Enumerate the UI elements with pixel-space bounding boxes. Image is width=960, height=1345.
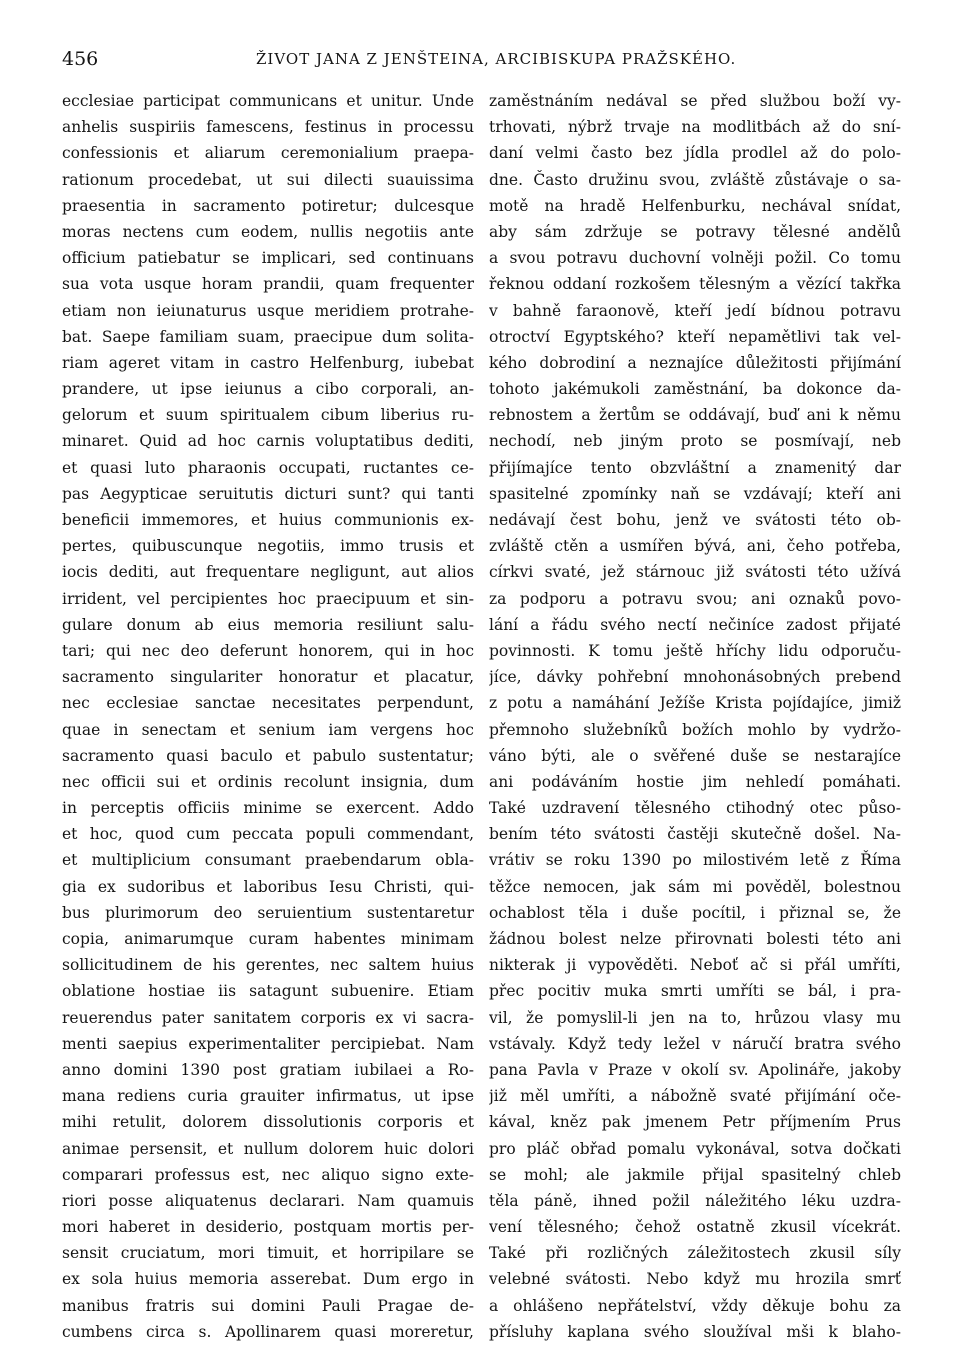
czech-text-line: povinnosti. K tomu ještě hříchy lidu odporuču- bbox=[489, 641, 901, 660]
latin-text-line: iocis dediti, aut frequentare negligunt, aut alios bbox=[62, 563, 474, 582]
latin-text-line: anno domini 1390 post gratiam iubilaei a Ro- bbox=[62, 1060, 474, 1079]
czech-text-line: nedávají čest bohu, jenž ve svátosti této ob- bbox=[489, 511, 901, 529]
czech-text-line: daní velmi často bez jídla prodlel až do polo- bbox=[489, 144, 901, 163]
czech-text-line: se mohl; ale jakmile přijal spasitelný chleb bbox=[489, 1165, 901, 1184]
czech-text-line: váno býti, ale o svěřené duše se nestarajíce bbox=[489, 746, 901, 765]
latin-text-line: cumbens circa s. Apollinarem quasi moreretur, bbox=[62, 1322, 474, 1341]
latin-text-line: moras nectens cum eodem, nullis negotiis ante bbox=[62, 222, 474, 241]
latin-text-line: oblatione hostiae iis satagunt subuenire. Etiam bbox=[62, 982, 474, 1001]
czech-text-line: lání a řádu svého nectí nečiníce zadost přijaté bbox=[489, 615, 901, 634]
czech-text-line: velebné svátosti. Nebo když mu hrozila smrť bbox=[489, 1270, 901, 1289]
czech-text-line: a ohlášeno nepřátelství, vždy děkuje bohu za bbox=[489, 1296, 901, 1315]
czech-text-line: aby sám zdržuje se potravy tělesné andělů bbox=[489, 222, 901, 241]
czech-text-line: přísluhy kaplana svého sloužíval mši k blaho- bbox=[489, 1322, 901, 1341]
czech-text-line: za podporu a potravu svou; ani oznaků povo- bbox=[489, 589, 901, 608]
latin-text-line: nec officii sui et ordinis recolunt insignia, dum bbox=[62, 772, 474, 791]
latin-text-line: riam ageret vitam in castro Helfenburg, iubebat bbox=[62, 353, 474, 372]
latin-text-line: minaret. Quid ad hoc carnis voluptatibus dediti, bbox=[62, 432, 474, 451]
czech-text-line: spasitelné zpomínky naň se vzdávají; kteří ani bbox=[489, 484, 901, 503]
czech-text-line: ochablost těla i duše pocítil, i přiznal se, že bbox=[489, 903, 901, 922]
running-title: ŽIVOT JANA Z JENŠTEINA, ARCIBISKUPA PRAŽSKÉHO. bbox=[256, 50, 737, 68]
czech-text-line: trhovati, nýbrž trvaje na modlitbách až do sní- bbox=[489, 118, 901, 137]
latin-text-line: nec ecclesiae sanctae necesitates perpendunt, bbox=[62, 694, 474, 713]
latin-text-line: sacramento singulariter honoratur et placatur, bbox=[62, 668, 474, 687]
latin-text-line: et quasi luto pharaonis occupati, ructantes ce- bbox=[62, 458, 474, 477]
latin-text-line: beneficii immemores, et huius communionis ex- bbox=[62, 511, 474, 529]
latin-text-line: ex sola huius memoria asserebat. Dum ergo in bbox=[62, 1270, 474, 1289]
latin-text-line: et hoc, quod cum peccata populi commendant, bbox=[62, 825, 474, 844]
latin-text-line: mana rediens curia grauiter infirmatus, ut ipse bbox=[62, 1087, 474, 1106]
czech-text-line: přijímajíce tento obzvláštní a znamenitý dar bbox=[489, 458, 901, 477]
latin-text-line: ecclesiae participat communicans et unitur. Unde bbox=[62, 92, 474, 110]
czech-text-line: již měl umříti, a nábožně svaté přijímání oče- bbox=[489, 1087, 901, 1106]
latin-text-line: sacramento quasi baculo et pabulo sustentatur; bbox=[62, 746, 474, 765]
czech-text-line: pana Pavla v Praze v okolí sv. Apolináře, jakoby bbox=[489, 1060, 901, 1079]
czech-text-line: přec pocitiv muka smrti umříti se bál, i pra- bbox=[489, 982, 901, 1001]
czech-text-line: přemnoho služebníků božích mohlo by vydržo- bbox=[489, 720, 901, 739]
latin-text-line: pertes, quibuscunque negotiis, immo trusis et bbox=[62, 537, 474, 556]
czech-text-line: církvi svaté, jež stárnouc již svátosti této užívá bbox=[489, 563, 901, 582]
latin-text-line: riori posse aliquatenus declarari. Nam quamuis bbox=[62, 1191, 474, 1210]
czech-text-line: otroctví Egyptského? kteří nepamětlivi tak vel- bbox=[489, 327, 901, 346]
latin-text-line: bat. Saepe familiam suam, praecipue dum solita- bbox=[62, 327, 474, 346]
czech-text-line: těla páně, ihned požil náležitého léku uzdra- bbox=[489, 1191, 901, 1210]
czech-text-line: ani podáváním hostie jim nehledí pomáhati. bbox=[489, 772, 901, 791]
latin-text-line: sensit cruciatum, mori timuit, et horripilare se bbox=[62, 1244, 474, 1263]
latin-text-line: mihi retulit, dolorem dissolutionis corporis et bbox=[62, 1113, 474, 1132]
latin-text-line: sollicitudinem de his gerentes, nec saltem huius bbox=[62, 956, 474, 975]
latin-text-line: tari; qui nec deo deferunt honorem, qui in hoc bbox=[62, 641, 474, 660]
czech-text-line: pro pláč obřad pomalu vykonával, sotva dočkati bbox=[489, 1139, 901, 1158]
latin-text-column bbox=[62, 88, 474, 1345]
latin-text-line: prandere, ut ipse ieiunus a cibo corporali, an- bbox=[62, 380, 474, 399]
czech-text-line: dne. Často družinu svou, zvláště zůstávaje o sa- bbox=[489, 170, 901, 189]
latin-text-line: irrident, vel percipientes hoc praecipuum et sin- bbox=[62, 589, 474, 608]
czech-text-line: kával, kněz pak jmenem Petr příjmením Prus bbox=[489, 1113, 901, 1132]
page-header bbox=[62, 48, 902, 74]
latin-text-line: et multiplicium consumant praebendarum obla- bbox=[62, 851, 474, 870]
latin-text-line: bus plurimorum deo seruientium sustentaretur bbox=[62, 903, 474, 922]
czech-text-line: nikterak ji vypověděti. Neboť ač si přál umříti, bbox=[489, 956, 901, 975]
latin-text-line: officium patiebatur se implicari, sed continuans bbox=[62, 249, 474, 268]
latin-text-line: copia, animarumque curam habentes minimam bbox=[62, 930, 474, 948]
czech-text-line: zaměstnáním nedával se před službou boží vy- bbox=[489, 92, 901, 110]
latin-text-line: quae in senectam et senium iam vergens hoc bbox=[62, 720, 474, 739]
latin-text-line: gulare donum ab eius memoria resiliunt salu- bbox=[62, 615, 474, 634]
czech-text-line: bením této svátosti častěji skutečně došel. Na- bbox=[489, 825, 901, 844]
czech-text-line: vil, že pomyslil-li jen na to, hrůzou vlasy mu bbox=[489, 1008, 901, 1027]
czech-text-line: tohoto jakémukoli zaměstnání, ba dokonce da- bbox=[489, 380, 901, 399]
czech-text-line: těžce nemocen, jak sám mi pověděl, bolestnou bbox=[489, 877, 901, 896]
latin-text-line: menti saepius experimentaliter percipiebat. Nam bbox=[62, 1034, 474, 1053]
latin-text-line: praesentia in sacramento potiretur; dulcesque bbox=[62, 196, 474, 215]
page-number: 456 bbox=[62, 48, 99, 70]
latin-text-line: rationum procedebat, ut sui dilecti suauissima bbox=[62, 170, 474, 189]
latin-text-line: animae persensit, et nullum dolorem huic dolori bbox=[62, 1139, 474, 1158]
latin-text-line: reuerendus pater sanitatem corporis ex vi sacra- bbox=[62, 1008, 474, 1027]
czech-text-line: řeknou oddaní rozkošem tělesným a vězící takřka bbox=[489, 275, 901, 294]
czech-text-line: vení tělesného; čehož ostatně zkusil vícekrát. bbox=[489, 1218, 901, 1237]
czech-text-line: rebnostem a žertům se oddávají, buď ani k němu bbox=[489, 406, 901, 425]
czech-text-line: nechodí, neb jiným proto se posmívají, neb bbox=[489, 432, 901, 451]
czech-text-line: jíce, dávky pohřební mnohonásobných prebend bbox=[489, 668, 901, 687]
latin-text-line: anhelis suspiriis famescens, festinus in processu bbox=[62, 118, 474, 137]
czech-text-column bbox=[489, 88, 901, 1345]
czech-text-line: žádnou bolest nelze přirovnati bolesti této ani bbox=[489, 930, 901, 948]
latin-text-line: manibus fratris sui domini Pauli Pragae de- bbox=[62, 1296, 474, 1315]
latin-text-line: sua vota usque horam prandii, quam frequenter bbox=[62, 275, 474, 294]
czech-text-line: motě na hradě Helfenburku, nechával snídat, bbox=[489, 196, 901, 215]
latin-text-line: confessionis et aliarum ceremonialium praepa- bbox=[62, 144, 474, 163]
czech-text-line: zvláště ctěn a usmířen bývá, ani, čeho potřeba, bbox=[489, 537, 901, 556]
czech-text-line: z potu a namáhání Ježíše Krista pojídajíce, jimiž bbox=[489, 694, 901, 713]
latin-text-line: etiam non ieiunaturus usque meridiem protrahe- bbox=[62, 301, 474, 320]
latin-text-line: mori haberet in desiderio, postquam mortis per- bbox=[62, 1218, 474, 1237]
czech-text-line: vrátiv se roku 1390 po milostivém letě z Říma bbox=[489, 851, 901, 870]
czech-text-line: a svou potravu duchovní volněji požil. Co tomu bbox=[489, 249, 901, 268]
czech-text-line: Také uzdravení tělesného ctihodný otec půso- bbox=[489, 799, 901, 818]
latin-text-line: gelorum et suum spiritualem cibum liberius ru- bbox=[62, 406, 474, 425]
latin-text-line: comparari professus est, nec aliquo signo exte- bbox=[62, 1165, 474, 1184]
latin-text-line: gia ex sudoribus et laboribus Iesu Christi, qui- bbox=[62, 877, 474, 896]
czech-text-line: kého dobrodiní a neznajíce důležitosti přijímání bbox=[489, 353, 901, 372]
czech-text-line: vstávaly. Když tedy ležel v náručí bratra svého bbox=[489, 1034, 901, 1053]
latin-text-line: in perceptis officiis minime se exercent. Addo bbox=[62, 799, 474, 818]
latin-text-line: pas Aegypticae seruitutis dicturi sunt? qui tanti bbox=[62, 484, 474, 503]
czech-text-line: Také při rozličných záležitostech zkusil síly bbox=[489, 1244, 901, 1263]
czech-text-line: v bahně faraonově, kteří jedí bídnou potravu bbox=[489, 301, 901, 320]
